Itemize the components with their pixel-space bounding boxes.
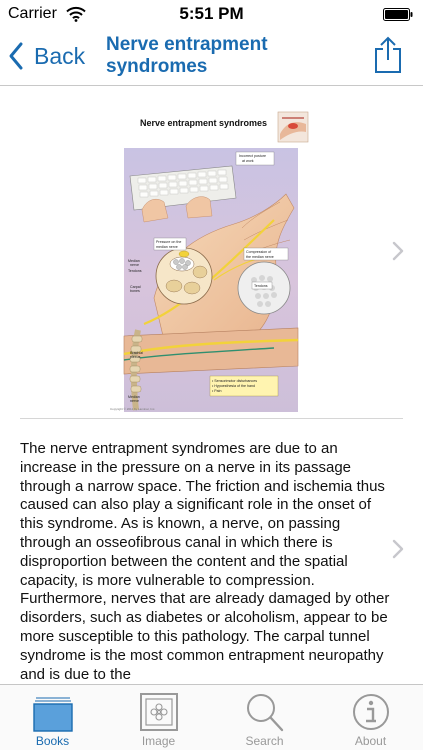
label-pressure-2: median nerve	[156, 245, 178, 249]
tab-bar	[0, 684, 423, 750]
search-icon	[244, 692, 286, 732]
tab-about[interactable]	[318, 685, 423, 751]
share-icon[interactable]	[373, 35, 403, 75]
tab-books-label: Books	[35, 734, 70, 748]
tab-about-label: About	[354, 734, 387, 748]
status-bar	[0, 0, 423, 28]
label-symptom-1: • Sensorimotor disturbances	[212, 379, 258, 383]
label-median-nerve-2: nerve	[130, 263, 139, 267]
label-incorrect-posture-1: Incorrect posture	[239, 154, 266, 158]
books-icon	[32, 692, 74, 732]
label-symptom-3: • Pain	[212, 389, 222, 393]
tab-image[interactable]	[106, 685, 211, 751]
navigation-bar	[0, 28, 423, 86]
image-icon	[138, 692, 180, 732]
label-symptom-2: • Hypoesthesia of the hand	[212, 384, 256, 388]
label-compression-1: Compression of	[246, 250, 272, 254]
page-title: Nerve entrapment syndromes	[106, 34, 268, 77]
chevron-right-icon[interactable]	[392, 241, 404, 261]
tab-books[interactable]	[0, 685, 105, 751]
chevron-left-icon	[8, 42, 24, 70]
info-icon	[350, 692, 392, 732]
carrier-name: Carrier	[8, 5, 57, 22]
label-carpal-bones-2: bones	[130, 289, 140, 293]
label-brachial-plexus-2: plexus	[130, 355, 141, 359]
figure-caption: Nerve entrapment syndromes	[140, 118, 268, 128]
label-pressure-1: Pressure on the	[156, 240, 182, 244]
tab-search[interactable]	[212, 685, 317, 751]
battery-icon	[383, 8, 413, 21]
label-median-nerve-arm-1: Median	[128, 395, 140, 399]
label-incorrect-posture-2: at work	[242, 159, 254, 163]
label-compression-2: the median nerve	[246, 255, 274, 259]
label-carpal-bones-1: Carpal	[130, 285, 141, 289]
label-median-nerve-arm-2: nerve	[130, 399, 139, 403]
back-label: Back	[34, 42, 86, 69]
label-tendons-right: Tendons	[254, 284, 268, 288]
tab-search-label: Search	[245, 734, 284, 748]
label-median-nerve-1: Median	[128, 259, 140, 263]
back-button[interactable]	[8, 38, 85, 74]
chevron-right-icon[interactable]	[392, 539, 404, 559]
article-body-text: The nerve entrapment syndromes are due to an increase in the pressure on a nerve in its passage through a narrow space. The friction and ischemia thus caused can also play a significant role in the onset of this syndrome. As is known, a nerve, on passing through an osseofibrous canal in which there is disproportion between the content and the spatial capacity, is more vulnerable to compression. Furthermore, nerves that are already damaged by other disorders, such as diabetes or alcoholism, appear to be more susceptible to this pathology. The carpal tunnel syndrome is the most common entrapment neuropathy and is due to the	[20, 440, 390, 683]
tab-image-label: Image	[141, 734, 176, 748]
label-tendons-left: Tendons	[128, 269, 142, 273]
label-brachial-plexus-1: Brachial	[130, 351, 143, 355]
figure-thumbnail	[278, 112, 308, 142]
figure-copyright: Copyright © 2011 by Laminar, Inc.	[110, 407, 156, 411]
nerve-entrapment-illustration	[124, 148, 298, 412]
section-divider	[20, 418, 403, 419]
figure-panel[interactable]	[110, 108, 314, 414]
status-time: 5:51 PM	[179, 4, 244, 23]
